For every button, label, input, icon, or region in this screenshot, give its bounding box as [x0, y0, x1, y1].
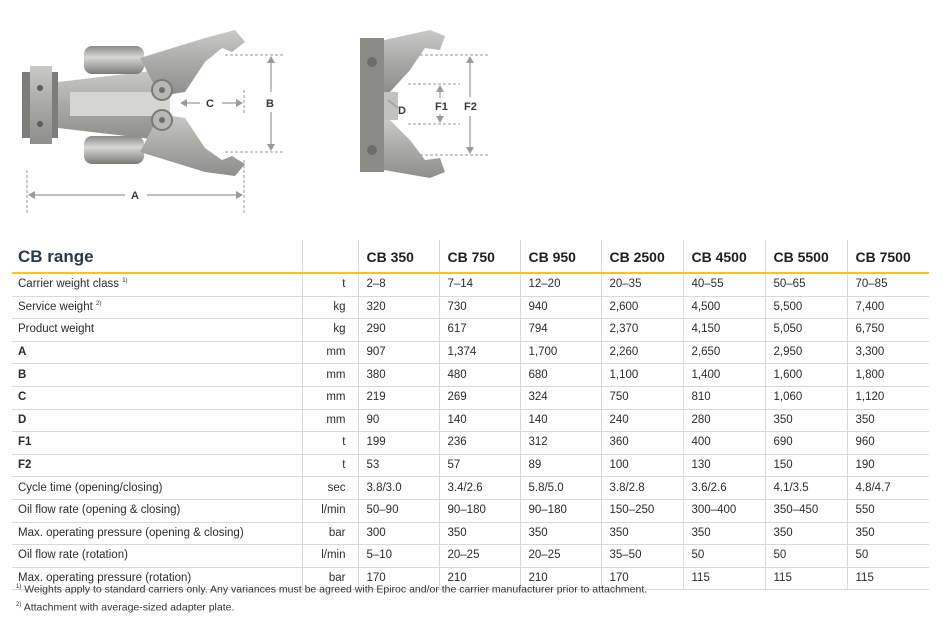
row-value: 4,500	[683, 296, 765, 319]
row-value: 312	[520, 432, 601, 455]
footnote-1	[16, 580, 647, 598]
row-value: 2,600	[601, 296, 683, 319]
row-unit: mm	[302, 364, 358, 387]
row-value: 7,400	[847, 296, 929, 319]
front-view-crusher-image	[360, 30, 445, 178]
dimension-d-label: D	[398, 105, 406, 117]
model-header: CB 5500	[765, 240, 847, 273]
row-value: 550	[847, 499, 929, 522]
model-header: CB 4500	[683, 240, 765, 273]
row-value: 1,374	[439, 341, 520, 364]
row-value: 3.4/2.6	[439, 477, 520, 500]
row-label	[12, 409, 302, 432]
row-unit: t	[302, 273, 358, 296]
row-unit: l/min	[302, 545, 358, 568]
row-value: 2,650	[683, 341, 765, 364]
row-label-text: C	[18, 391, 27, 404]
row-value: 1,800	[847, 364, 929, 387]
row-value: 940	[520, 296, 601, 319]
row-value: 350–450	[765, 499, 847, 522]
row-value: 50–90	[358, 499, 439, 522]
row-value: 2,950	[765, 341, 847, 364]
row-value: 794	[520, 319, 601, 342]
row-value: 3.6/2.6	[683, 477, 765, 500]
row-value: 3.8/2.8	[601, 477, 683, 500]
row-label-text: Cycle time (opening/closing)	[18, 481, 163, 494]
row-unit: bar	[302, 522, 358, 545]
row-value: 350	[765, 522, 847, 545]
footnote-2	[16, 598, 647, 616]
row-label	[12, 545, 302, 568]
row-label-text: Oil flow rate (rotation)	[18, 549, 128, 562]
row-value: 300–400	[683, 499, 765, 522]
row-value: 350	[847, 522, 929, 545]
row-value: 4.1/3.5	[765, 477, 847, 500]
row-value: 1,400	[683, 364, 765, 387]
row-value: 480	[439, 364, 520, 387]
footnote-text: Weights apply to standard carriers only. Any variances must be agreed with Epiroc and/or the carrier manufacturer prior to attachment.	[24, 583, 648, 596]
row-unit: mm	[302, 409, 358, 432]
model-header: CB 350	[358, 240, 439, 273]
model-header: CB 2500	[601, 240, 683, 273]
row-value: 35–50	[601, 545, 683, 568]
row-label	[12, 477, 302, 500]
table-title: CB range	[12, 240, 302, 273]
row-value: 350	[601, 522, 683, 545]
row-value: 4.8/4.7	[847, 477, 929, 500]
table-row	[12, 432, 929, 455]
row-value: 960	[847, 432, 929, 455]
row-value: 1,700	[520, 341, 601, 364]
row-value: 53	[358, 454, 439, 477]
dimension-f1-label: F1	[435, 101, 448, 113]
row-value: 170	[601, 567, 683, 590]
row-value: 4,150	[683, 319, 765, 342]
table-row	[12, 545, 929, 568]
row-value: 617	[439, 319, 520, 342]
row-value: 6,750	[847, 319, 929, 342]
row-unit: kg	[302, 319, 358, 342]
footnote-text: Attachment with average-sized adapter plate.	[23, 601, 235, 613]
row-label-text: F1	[18, 436, 32, 449]
table-row	[12, 364, 929, 387]
row-value: 1,060	[765, 386, 847, 409]
footnotes	[16, 580, 647, 615]
row-value: 240	[601, 409, 683, 432]
row-value: 210	[520, 567, 601, 590]
product-illustrations	[0, 0, 943, 235]
row-value: 50	[765, 545, 847, 568]
row-value: 1,120	[847, 386, 929, 409]
row-value: 750	[601, 386, 683, 409]
row-value: 350	[847, 409, 929, 432]
table-row	[12, 296, 929, 319]
dimension-c-label: C	[206, 98, 214, 110]
row-value: 280	[683, 409, 765, 432]
row-label	[12, 341, 302, 364]
dimension-f2-label: F2	[464, 101, 477, 113]
row-value: 290	[358, 319, 439, 342]
model-header: CB 7500	[847, 240, 929, 273]
row-value: 70–85	[847, 273, 929, 296]
row-value: 90–180	[439, 499, 520, 522]
row-value: 324	[520, 386, 601, 409]
row-value: 199	[358, 432, 439, 455]
table-row	[12, 522, 929, 545]
row-value: 140	[439, 409, 520, 432]
row-value: 90	[358, 409, 439, 432]
row-value: 907	[358, 341, 439, 364]
row-value: 269	[439, 386, 520, 409]
row-unit: bar	[302, 567, 358, 590]
row-value: 350	[439, 522, 520, 545]
row-value: 350	[683, 522, 765, 545]
row-value: 380	[358, 364, 439, 387]
row-value: 50	[847, 545, 929, 568]
row-unit: t	[302, 432, 358, 455]
row-label	[12, 319, 302, 342]
table-row	[12, 477, 929, 500]
table-row	[12, 499, 929, 522]
row-label-text: Oil flow rate (opening & closing)	[18, 504, 181, 517]
row-label	[12, 454, 302, 477]
row-value: 1,600	[765, 364, 847, 387]
footnote-mark: 1)	[16, 584, 22, 590]
row-value: 810	[683, 386, 765, 409]
row-unit: l/min	[302, 499, 358, 522]
row-label-text: B	[18, 368, 27, 381]
footnote-reference: 1)	[122, 278, 128, 285]
row-value: 50–65	[765, 273, 847, 296]
row-label	[12, 522, 302, 545]
row-label	[12, 364, 302, 387]
row-value: 730	[439, 296, 520, 319]
row-value: 100	[601, 454, 683, 477]
row-value: 300	[358, 522, 439, 545]
row-value: 150	[765, 454, 847, 477]
row-value: 360	[601, 432, 683, 455]
row-label	[12, 386, 302, 409]
row-unit: mm	[302, 386, 358, 409]
model-header: CB 950	[520, 240, 601, 273]
row-value: 2–8	[358, 273, 439, 296]
row-label-text: F2	[18, 459, 32, 472]
row-unit: sec	[302, 477, 358, 500]
row-value: 89	[520, 454, 601, 477]
row-value: 5–10	[358, 545, 439, 568]
row-value: 20–25	[439, 545, 520, 568]
row-value: 210	[439, 567, 520, 590]
unit-header	[302, 240, 358, 273]
row-value: 130	[683, 454, 765, 477]
dimension-a-label: A	[131, 190, 139, 202]
row-unit: kg	[302, 296, 358, 319]
table-row	[12, 273, 929, 296]
row-label-text: Service weight	[18, 300, 93, 313]
row-value: 350	[520, 522, 601, 545]
row-label-text: Product weight	[18, 323, 95, 336]
row-value: 140	[520, 409, 601, 432]
row-value: 5,050	[765, 319, 847, 342]
row-label	[12, 432, 302, 455]
row-value: 5,500	[765, 296, 847, 319]
table-row	[12, 341, 929, 364]
row-value: 90–180	[520, 499, 601, 522]
row-value: 40–55	[683, 273, 765, 296]
row-value: 57	[439, 454, 520, 477]
row-value: 115	[765, 567, 847, 590]
row-value: 190	[847, 454, 929, 477]
row-label	[12, 499, 302, 522]
table-row	[12, 409, 929, 432]
row-value: 350	[765, 409, 847, 432]
row-value: 20–35	[601, 273, 683, 296]
row-value: 690	[765, 432, 847, 455]
row-value: 1,100	[601, 364, 683, 387]
row-label	[12, 273, 302, 296]
row-value: 219	[358, 386, 439, 409]
row-label-text: Max. operating pressure (rotation)	[18, 572, 192, 585]
table-row	[12, 386, 929, 409]
row-label-text: D	[18, 413, 27, 426]
table-row	[12, 319, 929, 342]
row-value: 12–20	[520, 273, 601, 296]
row-value: 170	[358, 567, 439, 590]
row-unit: mm	[302, 341, 358, 364]
row-value: 2,260	[601, 341, 683, 364]
row-value: 400	[683, 432, 765, 455]
row-value: 5.8/5.0	[520, 477, 601, 500]
table-row	[12, 454, 929, 477]
row-value: 236	[439, 432, 520, 455]
row-value: 115	[683, 567, 765, 590]
row-value: 7–14	[439, 273, 520, 296]
row-value: 2,370	[601, 319, 683, 342]
table-header-row	[12, 240, 929, 273]
model-header: CB 750	[439, 240, 520, 273]
row-label-text: Max. operating pressure (opening & closing)	[18, 526, 244, 539]
dimension-b-label: B	[266, 98, 274, 110]
row-value: 680	[520, 364, 601, 387]
footnote-reference: 2)	[96, 301, 102, 308]
row-unit: t	[302, 454, 358, 477]
row-value: 115	[847, 567, 929, 590]
row-value: 20–25	[520, 545, 601, 568]
footnote-mark: 2)	[16, 601, 22, 608]
row-value: 150–250	[601, 499, 683, 522]
row-value: 320	[358, 296, 439, 319]
row-value: 50	[683, 545, 765, 568]
row-value: 3.8/3.0	[358, 477, 439, 500]
row-label	[12, 296, 302, 319]
specification-table	[12, 240, 929, 590]
row-label-text: Carrier weight class	[18, 278, 119, 291]
row-label-text: A	[18, 346, 27, 359]
row-value: 3,300	[847, 341, 929, 364]
